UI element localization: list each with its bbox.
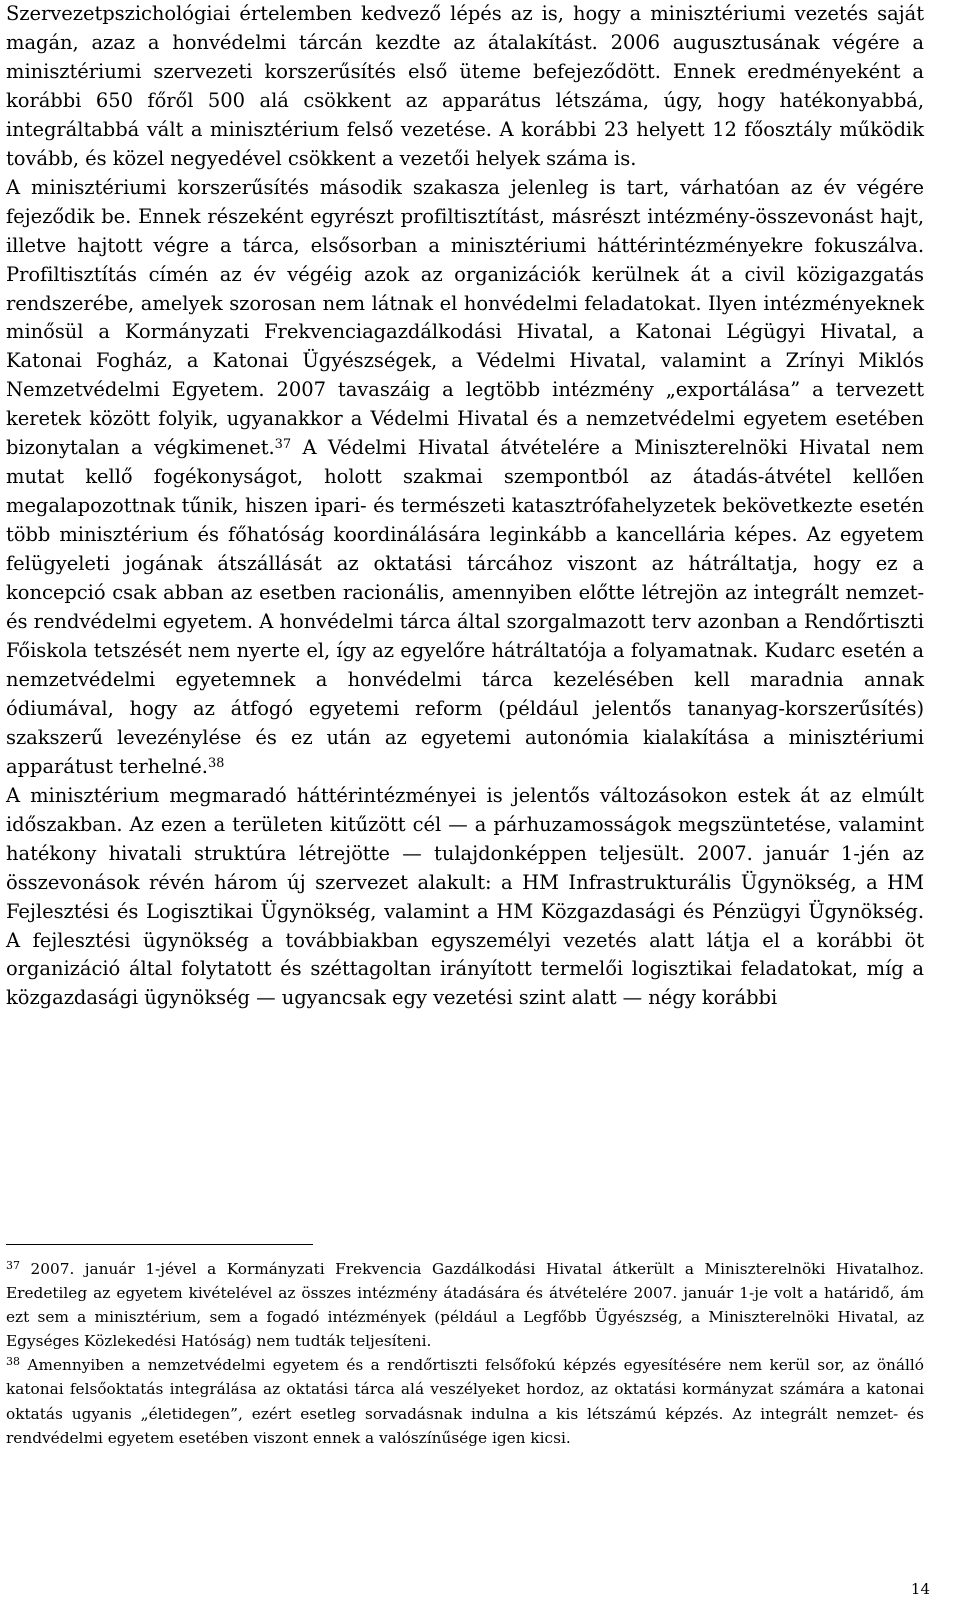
paragraph-1: Szervezetpszichológiai értelemben kedvező lépés az is, hogy a minisztériumi vezetés saját magán, azaz a honvédelmi tárcán kezdte az átalakítást. 2006 augusztusának végére a minisztériumi szervezeti korszerűsítés első üteme befejeződött. Ennek eredményeként a korábbi 650 főről 500 alá csökkent az apparátus létszáma, úgy, hogy hatékonyabbá, integráltabbá vált a minisztérium felső vezetése. A korábbi 23 helyett 12 főosztály működik tovább, és közel negyedével csökkent a vezetői helyek száma is.	[6, 2, 924, 170]
footnote-ref-38[interactable]: 38	[207, 755, 225, 771]
footnotes	[6, 1257, 924, 1450]
footnote-37	[6, 1257, 924, 1353]
footnote-separator	[6, 1244, 313, 1245]
footnote-38	[6, 1353, 924, 1449]
footnote-number-38: 38	[6, 1355, 20, 1369]
footnote-number-37: 37	[6, 1259, 20, 1272]
paragraph-3: A minisztérium megmaradó háttérintézményei is jelentős változásokon estek át az elmúlt időszakban. Az ezen a területen kitűzött cél — a párhuzamosságok megszüntetése, valamint hatékony hivatali struktúra létrejötte — tulajdonképpen teljesült. 2007. január 1-jén az összevonások révén három új szervezet alakult: a HM Infrastrukturális Ügynökség, a HM Fejlesztési és Logisztikai Ügynökség, valamint a HM Közgazdasági és Pénzügyi Ügynökség. A fejlesztési ügynökség a továbbiakban egyszemélyi vezetés alatt látja el a korábbi öt organizáció által folytatott és széttagoltan irányított termelői logisztikai feladatokat, míg a közgazdasági ügynökség — ugyancsak egy vezetési szint alatt — négy korábbi	[6, 783, 924, 1010]
paragraph-2-part-a: A minisztériumi korszerűsítés második szakasza jelenleg is tart, várhatóan az év végére fejeződik be. Ennek részeként egyrészt profiltisztítást, másrészt intézmény-összevonást hajt, illetve hajtott végre a tárca, elsősorban a minisztériumi háttérintézményekre fokuszálva. Profiltisztítás címén az év végéig azok az organizációk kerülnek át a civil közigazgatás rendszerébe, amelyek szorosan nem látnak el honvédelmi feladatokat. Ilyen intézményeknek minősül a Kormányzati Frekvenciagazdálkodási Hivatal, a Katonai Légügyi Hivatal, a Katonai Fogház, a Katonai Ügyészségek, a Védelmi Hivatal, valamint a Zrínyi Miklós Nemzetvédelmi Egyetem. 2007 tavaszáig a legtöbb intézmény „exportálása” a tervezett keretek között folyik, ugyanakkor a Védelmi Hivatal és a nemzetvédelmi egyetem esetében bizonytalan a végkimenet.	[6, 175, 924, 460]
footnote-text-38: Amennyiben a nemzetvédelmi egyetem és a rendőrtiszti felsőfokú képzés egyesítésére nem kerül sor, az önálló katonai felsőoktatás integrálása az oktatási tárca alá veszélyeket hordoz, az oktatási kormányzat számára a katonai oktatás ugyanis „életidegen”, ezért esetleg sorvadásnak indulna a kis létszámú képzés. Az integrált nemzet- és rendvédelmi egyetem esetében viszont ennek a valószínűsége igen kicsi.	[6, 1356, 924, 1447]
footnote-ref-37[interactable]: 37	[274, 437, 292, 453]
footnote-text-37: 2007. január 1-jével a Kormányzati Frekvencia Gazdálkodási Hivatal átkerült a Miniszterelnöki Hivatalhoz. Eredetileg az egyetem kivételével az összes intézmény átadására és átvételére 2007. január 1-je volt a határidő, ám ezt sem a minisztérium, sem a fogadó intézmények (például a Legfőbb Ügyészség, a Miniszterelnöki Hivatal, az Egységes Közlekedési Hatóság) nem tudták teljesíteni.	[6, 1260, 924, 1351]
paragraph-2-part-b: A Védelmi Hivatal átvételére a Miniszterelnöki Hivatal nem mutat kellő fogékonyságot, holott szakmai szempontból az átadás-átvétel kellően megalapozottnak tűnik, hiszen ipari- és természeti katasztrófahelyzetek bekövetkezte esetén több minisztérium és főhatóság koordinálására leginkább a kancellária képes. Az egyetem felügyeleti jogának átszállását az oktatási tárcához viszont az hátráltatja, hogy ez a koncepció csak abban az esetben racionális, amennyiben előtte létrejön az integrált nemzet- és rendvédelmi egyetem. A honvédelmi tárca által szorgalmazott terv azonban a Rendőrtiszti Főiskola tetszését nem nyerte el, így az egyelőre hátráltatója a folyamatnak. Kudarc esetén a nemzetvédelmi egyetemnek a honvédelmi tárca kezelésében kell maradnia annak ódiumával, hogy az átfogó egyetemi reform (például jelentős tananyag-korszerűsítés) szakszerű levezénylése és ez után az egyetemi autonómia kialakítása a minisztériumi apparátust terhelné.	[6, 436, 924, 778]
page-number: 14	[910, 1580, 930, 1598]
paragraph-2	[6, 174, 924, 782]
main-text	[6, 0, 924, 1013]
